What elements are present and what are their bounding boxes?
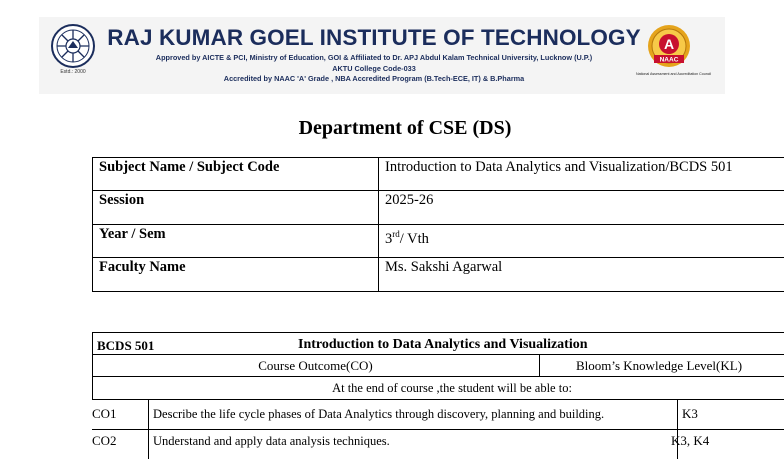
co-description: Describe the life cycle phases of Data Analytics through discovery, planning and building. (153, 407, 605, 421)
course-title: Introduction to Data Analytics and Visualization (298, 337, 588, 352)
co-id: CO2 (92, 433, 117, 448)
year-number: 3 (385, 230, 393, 247)
co-id: CO1 (92, 406, 117, 421)
faculty-name-label: Faculty Name (99, 259, 186, 275)
accreditation-line: Accredited by NAAC 'A' Grade , NBA Accredited Program (B.Tech-ECE, IT) & B.Pharma (223, 74, 525, 83)
subject-name-value: Introduction to Data Analytics and Visualization/BCDS 501 (385, 159, 733, 175)
year-ordinal: rd (392, 229, 400, 239)
year-sem-label: Year / Sem (99, 226, 166, 242)
outcome-intro: At the end of course ,the student will be able to: (332, 381, 572, 395)
sem-value: / Vth (399, 230, 429, 247)
year-sem-value (378, 227, 429, 247)
session-value: 2025-26 (385, 192, 434, 208)
naac-tagline: National Assessment and Accreditation Council (636, 72, 712, 76)
knowledge-level-header: Bloom’s Knowledge Level(KL) (575, 358, 743, 373)
college-code: AKTU College Code-033 (332, 64, 416, 73)
subject-info-table (92, 157, 784, 291)
approval-line: Approved by AICTE & PCI, Ministry of Education, GOI & Affiliated to Dr. APJ Abdul Kalam Technical University, Lucknow (U.P.) (155, 53, 593, 62)
course-outcome-table (91, 332, 784, 452)
course-code: BCDS 501 (97, 338, 155, 353)
estd-label: Estd.: 2000 (60, 69, 86, 75)
faculty-name-value: Ms. Sakshi Agarwal (385, 259, 503, 275)
co-knowledge-level: K3, K4 (671, 433, 710, 448)
institute-name: RAJ KUMAR GOEL INSTITUTE OF TECHNOLOGY (107, 25, 641, 50)
co-description: Understand and apply data analysis techniques. (153, 434, 390, 448)
course-outcome-header: Course Outcome(CO) (258, 358, 373, 373)
subject-name-label: Subject Name / Subject Code (99, 159, 280, 175)
naac-grade-text: A (663, 36, 675, 52)
naac-badge-icon (644, 24, 694, 78)
naac-label-text: NAAC (659, 56, 679, 64)
session-label: Session (99, 192, 145, 208)
co-knowledge-level: K3 (682, 406, 698, 421)
page-title: Department of CSE (DS) (298, 117, 512, 139)
institute-emblem-icon (51, 24, 95, 68)
